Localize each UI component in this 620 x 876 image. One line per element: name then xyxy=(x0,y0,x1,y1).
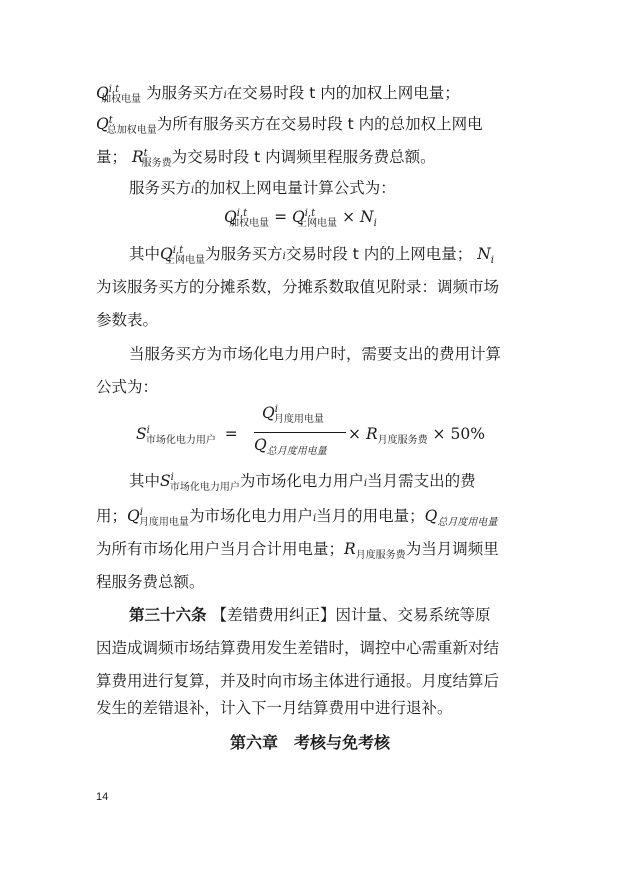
symbol-Q: Q xyxy=(254,436,267,454)
text: 因造成调频市场结算费用发生差错时，调控中心需重新对结 xyxy=(96,639,500,657)
formula-rhs xyxy=(348,425,485,447)
subscript: 加权电量 xyxy=(101,94,142,106)
symbol-R: R xyxy=(131,148,144,166)
subscript: 上网电量 xyxy=(165,255,206,267)
times: × xyxy=(342,208,356,226)
text: 为所有市场化用户当月合计用电量； xyxy=(96,540,345,558)
symbol-R: R xyxy=(344,540,356,558)
symbol-Q: Q xyxy=(262,404,275,422)
superscript: i,t xyxy=(172,244,184,256)
text: 其中 xyxy=(129,472,161,490)
text: 为该服务买方的分摊系数，分摊系数取值见附录：调频市场 xyxy=(96,278,500,296)
definition-line-10 xyxy=(129,470,476,495)
subscript: 月度服务费 xyxy=(355,550,406,562)
subscript: i xyxy=(373,218,377,230)
superscript: i,t xyxy=(304,207,316,219)
times: × xyxy=(348,425,361,443)
article-heading: 【差错费用纠正】 xyxy=(211,606,336,624)
subscript: 服务费 xyxy=(141,158,172,170)
text: 用； xyxy=(96,507,128,525)
article-36-line-4 xyxy=(96,697,453,719)
text: 当月的用电量； xyxy=(316,507,425,525)
times: × xyxy=(432,425,446,443)
equals: = xyxy=(224,425,238,443)
text: 服务买方 xyxy=(129,179,192,197)
formula-weighted-energy xyxy=(224,207,377,230)
article-36-line-3 xyxy=(96,670,499,692)
percent-value: 50% xyxy=(450,425,485,443)
text: 算费用进行复算，并及时向市场主体进行通报。月度结算后 xyxy=(96,672,500,690)
superscript: i xyxy=(274,403,278,415)
text: 交易时段 t 内的上网电量； xyxy=(285,245,473,263)
definition-line-6 xyxy=(96,276,499,298)
equals: = xyxy=(274,208,288,226)
formula-intro-line xyxy=(129,177,396,202)
italic-i: i xyxy=(312,513,317,524)
article-36-line-1 xyxy=(129,604,490,626)
subscript: 上网电量 xyxy=(297,218,338,230)
symbol-R: R xyxy=(365,425,378,443)
subscript: 月度用电量 xyxy=(273,414,324,426)
symbol-S: S xyxy=(160,472,171,490)
subscript: i xyxy=(490,255,494,267)
subscript: 市场化电力用户 xyxy=(169,482,240,494)
fraction-denominator xyxy=(254,436,327,458)
definition-line-11 xyxy=(96,505,497,530)
symbol-Q: Q xyxy=(160,245,173,263)
fraction-bar xyxy=(254,432,346,433)
subscript: 月度用电量 xyxy=(138,517,189,529)
superscript: i xyxy=(139,506,143,518)
italic-i: i xyxy=(223,90,227,101)
subscript: 总月度用电量 xyxy=(437,517,498,529)
text: 为交易时段 t 内调频里程服务费总额。 xyxy=(171,148,436,166)
subscript: 加权电量 xyxy=(229,218,270,230)
symbol-N: N xyxy=(477,245,491,263)
subscript: 总加权电量 xyxy=(106,125,157,137)
text: 当服务买方为市场化电力用户时，需要支出的费用计算 xyxy=(129,345,502,363)
text: 发生的差错退补，计入下一月结算费用中进行退补。 xyxy=(96,699,453,717)
text: 当月需支出的费 xyxy=(367,472,476,490)
superscript: i xyxy=(170,471,174,483)
definition-line-3 xyxy=(96,146,436,168)
text: 为所有服务买方在交易时段 t 内的总加权上网电 xyxy=(156,115,483,133)
definition-line-12 xyxy=(96,538,499,560)
symbol-Q: Q xyxy=(96,115,109,133)
text: 为市场化电力用户 xyxy=(188,507,313,525)
text: 的加权上网电量计算公式为： xyxy=(194,179,396,197)
text: 为市场化电力用户 xyxy=(239,472,364,490)
text: 为服务买方 xyxy=(146,84,224,102)
subscript: 总月度用电量 xyxy=(266,446,327,458)
formula-market-user-fee xyxy=(136,402,496,462)
italic-i: i xyxy=(363,478,368,489)
symbol-Q: Q xyxy=(224,208,237,226)
article-title: 第三十六条 xyxy=(129,606,207,624)
symbol-S: S xyxy=(136,425,147,443)
formula-lhs xyxy=(136,424,238,447)
text: 在交易时段 t 内的加权上网电量； xyxy=(226,84,460,102)
article-36-line-2 xyxy=(96,637,499,659)
superscript: t xyxy=(108,114,113,126)
subscript: 月度服务费 xyxy=(377,435,428,447)
text: 为当月调频里 xyxy=(405,540,499,558)
symbol-Q: Q xyxy=(127,507,140,525)
definition-line-5 xyxy=(129,243,494,268)
superscript: i,t xyxy=(236,207,248,219)
symbol-Q: Q xyxy=(292,208,305,226)
definition-line-13 xyxy=(96,571,205,593)
chapter-heading: 第六章 考核与免考核 xyxy=(229,733,390,752)
italic-i: i xyxy=(191,185,195,196)
text: 程服务费总额。 xyxy=(96,573,205,591)
text: 其中 xyxy=(129,245,161,263)
subscript: 市场化电力用户 xyxy=(145,435,216,447)
text: 为服务买方 xyxy=(205,245,283,263)
superscript: i,t xyxy=(108,83,120,95)
superscript: i xyxy=(146,424,150,436)
fraction-numerator xyxy=(262,403,324,426)
text: 量； xyxy=(96,148,128,166)
page-number: 14 xyxy=(96,791,109,803)
definition-line-1 xyxy=(96,82,460,107)
superscript: t xyxy=(143,147,148,159)
text: 参数表。 xyxy=(96,311,159,329)
paragraph-market-user-cont xyxy=(96,376,158,398)
symbol-Q: Q xyxy=(96,84,109,102)
definition-line-2 xyxy=(96,113,483,135)
symbol-N: N xyxy=(360,208,374,226)
definition-line-7 xyxy=(96,309,158,331)
paragraph-market-user xyxy=(129,343,501,365)
symbol-Q: Q xyxy=(424,507,438,525)
text: 因计量、交易系统等原 xyxy=(335,606,491,624)
text: 公式为： xyxy=(96,378,159,396)
italic-i: i xyxy=(282,251,286,262)
